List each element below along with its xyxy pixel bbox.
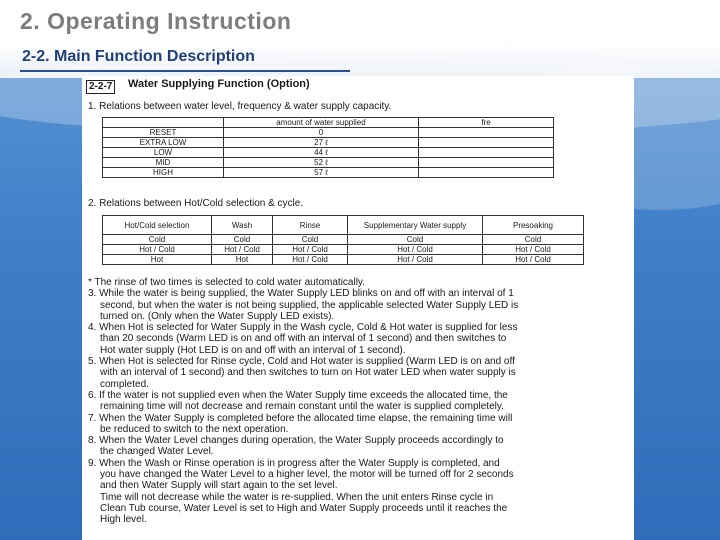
table-cell: 27 ℓ (224, 138, 419, 148)
table-header-cell: amount of water supplied (224, 118, 419, 128)
section-title: Water Supplying Function (Option) (128, 78, 310, 90)
list-item: * The rinse of two times is selected to cold water automatically. (88, 277, 365, 288)
list-item: second, but when the water is not being supplied, the applicable selected Water Supply LED is (100, 299, 519, 311)
table-row (103, 235, 584, 245)
list-item: the changed Water Level. (100, 446, 214, 458)
list-item: than 20 seconds (Warm LED is on and off with an interval of 1 second) and then switches to (100, 333, 507, 345)
table-cell (419, 148, 554, 158)
table-cell: 44 ℓ (224, 148, 419, 158)
table-cell: Hot / Cold (273, 255, 348, 265)
table-cell: Hot (103, 255, 212, 265)
table-header-cell: Supplementary Water supply (348, 216, 483, 235)
section-number: 2-2-7 (86, 80, 115, 94)
table-header-cell (103, 118, 224, 128)
slide-subtitle: 2-2. Main Function Description (22, 48, 255, 65)
table-cell: Hot / Cold (483, 245, 584, 255)
table-row (103, 245, 584, 255)
list-item: 4. When Hot is selected for Water Supply in the Wash cycle, Cold & Hot water is supplied for less (88, 322, 518, 334)
table-cell: Cold (348, 235, 483, 245)
table-cell: LOW (103, 148, 224, 158)
table-cell: Cold (103, 235, 212, 245)
list-item: completed. (100, 378, 149, 390)
table-header-row (103, 216, 584, 235)
table-header-cell: fre (419, 118, 554, 128)
table-row (103, 158, 554, 168)
table-header-cell: Presoaking (483, 216, 584, 235)
table-header-row (103, 118, 554, 128)
item-1-heading: 1. Relations between water level, frequency & water supply capacity. (88, 101, 392, 112)
table-cell: Hot / Cold (103, 245, 212, 255)
table-cell: Hot / Cold (483, 255, 584, 265)
table-cell: Hot (212, 255, 273, 265)
list-item: 3. While the water is being supplied, the Water Supply LED blinks on and off with an interval of 1 (88, 288, 514, 300)
instruction-list (88, 277, 628, 526)
table-cell: Cold (273, 235, 348, 245)
table-cell: Hot / Cold (212, 245, 273, 255)
list-item: Clean Tub course, Water Level is set to High and Water Supply proceeds until it reaches the (100, 502, 508, 514)
item-2-heading: 2. Relations between Hot/Cold selection & cycle. (88, 198, 304, 209)
list-item: 9. When the Wash or Rinse operation is in progress after the Water Supply is completed, and (88, 457, 500, 469)
scanned-document (82, 76, 634, 540)
list-item: 5. When Hot is selected for Rinse cycle, Cold and Hot water is supplied (Warm LED is on and off (88, 356, 515, 368)
table-cell: RESET (103, 128, 224, 138)
table-row (103, 128, 554, 138)
table-cell: 57 ℓ (224, 168, 419, 178)
table-cell: 0 (224, 128, 419, 138)
table-row (103, 255, 584, 265)
subtitle-underline (20, 70, 350, 72)
hot-cold-table (102, 215, 584, 265)
table-cell: HIGH (103, 168, 224, 178)
table-cell: Cold (483, 235, 584, 245)
table-cell: Hot / Cold (348, 245, 483, 255)
list-item: Time will not decrease while the water is re-supplied. When the unit enters Rinse cycle in (100, 491, 494, 503)
table-row (103, 138, 554, 148)
list-item: with an interval of 1 second) and then switches to turn on Hot water LED when water supply is (100, 367, 516, 379)
list-item: and then Water Supply will start again to the set level. (100, 480, 338, 492)
table-cell: 52 ℓ (224, 158, 419, 168)
table-cell: Hot / Cold (348, 255, 483, 265)
table-cell: MID (103, 158, 224, 168)
table-cell: EXTRA LOW (103, 138, 224, 148)
list-item: High level. (100, 514, 147, 526)
list-item: be reduced to switch to the next operation. (100, 423, 289, 435)
table-cell (419, 128, 554, 138)
table-cell: Hot / Cold (273, 245, 348, 255)
table-cell (419, 158, 554, 168)
table-row (103, 148, 554, 158)
table-header-cell: Wash (212, 216, 273, 235)
list-item: 8. When the Water Level changes during operation, the Water Supply proceeds accordingly to (88, 435, 504, 447)
list-item: 6. If the water is not supplied even when the Water Supply time exceeds the allocated time, the (88, 389, 508, 401)
list-item: turned on. (Only when the Water Supply LED exists). (100, 310, 335, 322)
table-row (103, 168, 554, 178)
list-item: remaining time will not decrease and remain constant until the water is supplied completely. (100, 401, 504, 413)
table-cell: Cold (212, 235, 273, 245)
water-level-table (102, 117, 554, 178)
table-header-cell: Hot/Cold selection (103, 216, 212, 235)
list-item: Hot water supply (Hot LED is on and off with an interval of 1 second). (100, 344, 406, 356)
list-item: 7. When the Water Supply is completed before the allocated time elapse, the remaining time will (88, 412, 513, 424)
list-item: you have changed the Water Level to a higher level, the motor will be turned off for 2 seconds (100, 469, 514, 481)
table-cell (419, 168, 554, 178)
table-header-cell: Rinse (273, 216, 348, 235)
slide-title: 2. Operating Instruction (20, 8, 292, 34)
table-cell (419, 138, 554, 148)
